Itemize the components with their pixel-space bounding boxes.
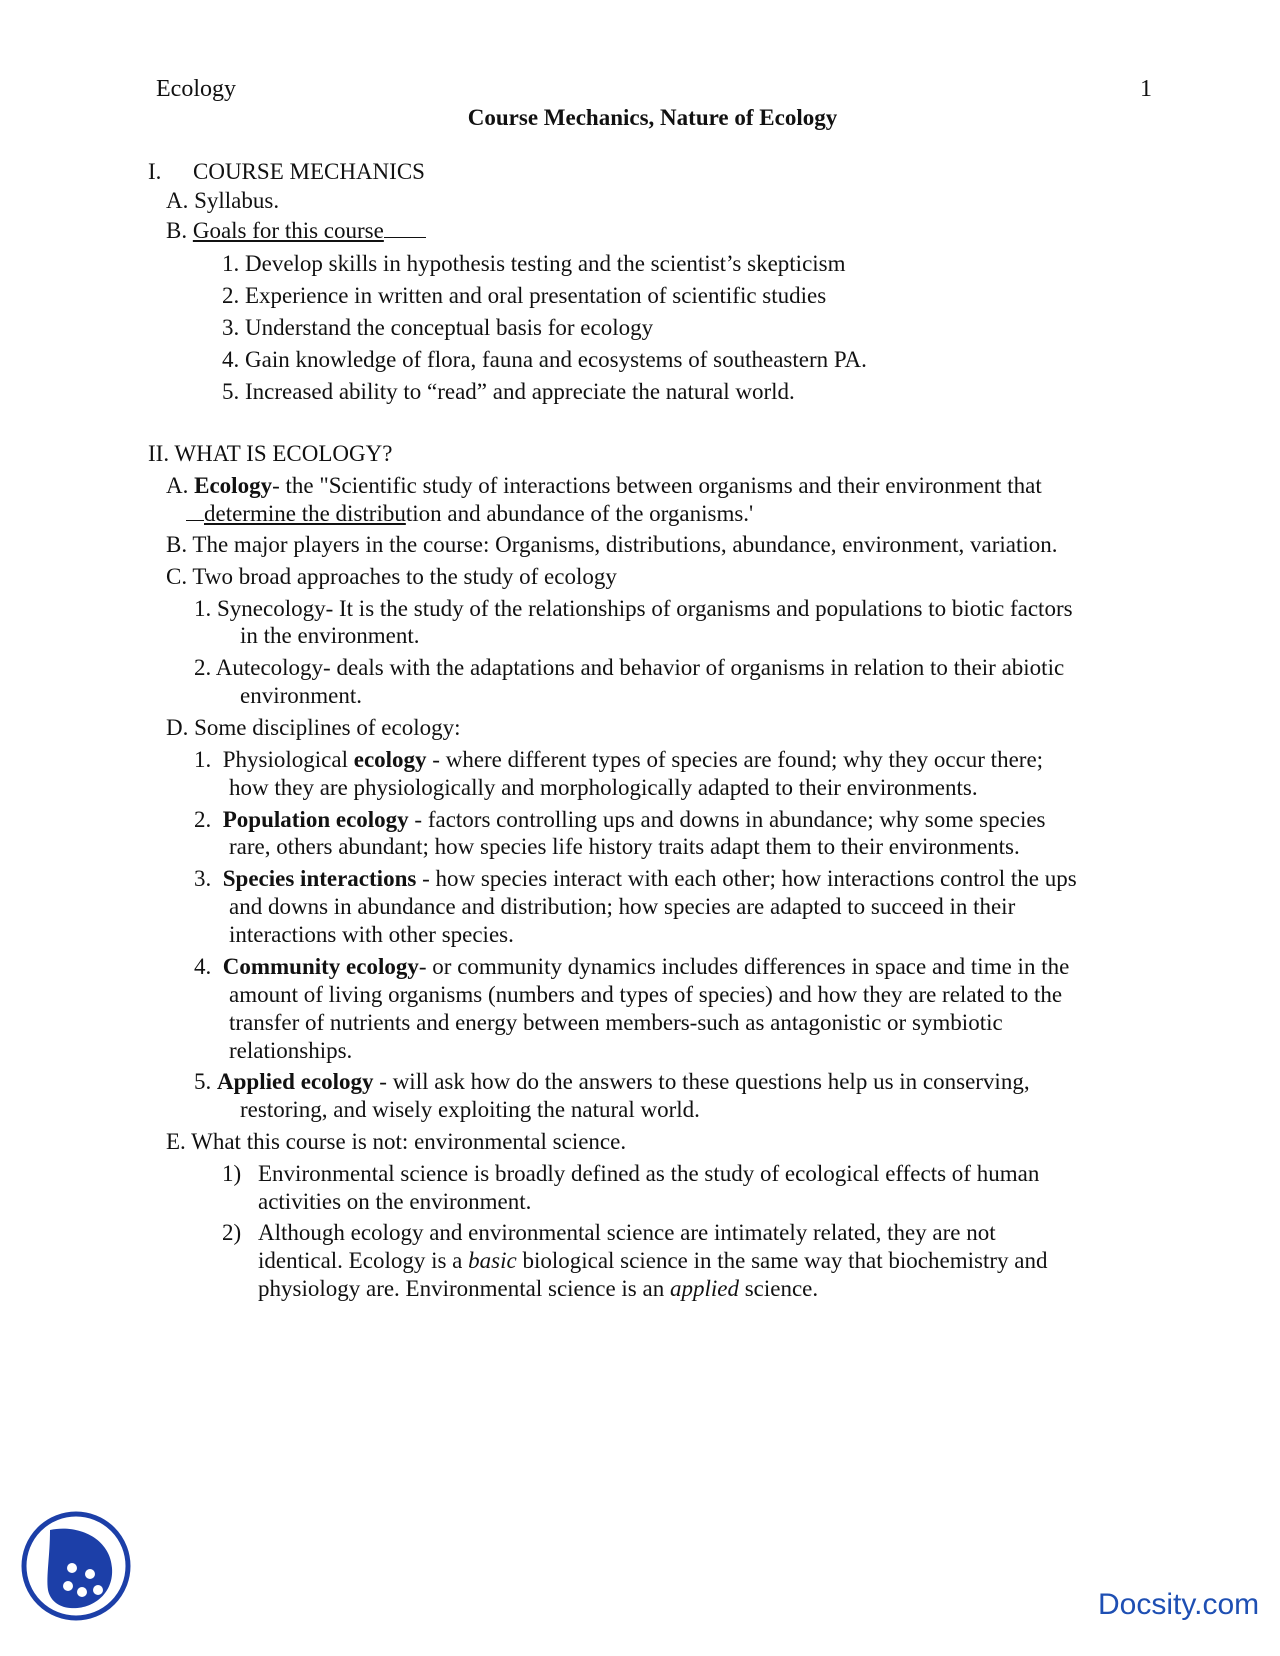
underline-fill — [186, 520, 204, 521]
discipline-desc: - where different types of species are found; why they occur there; — [426, 747, 1044, 772]
section2-item-a-prefix: A. — [166, 473, 195, 498]
e2-line1: Although ecology and environmental science are intimately related, they are not — [258, 1220, 996, 1245]
discipline-term: Population ecology — [222, 807, 409, 832]
section2-item-c: C. Two broad approaches to the study of ecology — [166, 564, 617, 589]
goal-item: 3. Understand the conceptual basis for ecology — [222, 315, 654, 340]
discipline-number: 1. — [194, 747, 212, 772]
section1-numeral: I. — [148, 159, 162, 184]
goal-item: 5. Increased ability to “read” and appreciate the natural world. — [222, 379, 795, 404]
discipline-desc: - how species interact with each other; how interactions control the ups — [416, 866, 1077, 891]
document-title: Course Mechanics, Nature of Ecology — [467, 105, 838, 130]
section2-item-e: E. What this course is not: environmental science. — [166, 1129, 627, 1154]
discipline-3-line1 — [194, 865, 1077, 893]
discipline-term: Species interactions — [222, 866, 417, 891]
discipline-desc: - or community dynamics includes differences in space and time in the — [418, 954, 1070, 979]
discipline-term: Community ecology — [222, 954, 419, 979]
ecology-definition: - the "Scientific study of interactions between organisms and their environment that — [272, 473, 1042, 498]
e2-line3-post: science. — [738, 1276, 819, 1301]
docsity-logo-icon — [20, 1510, 132, 1622]
section2-item-a-line1 — [166, 472, 1042, 500]
discipline-number: 2. — [194, 807, 212, 832]
synecology-line1: 1. Synecology- It is the study of the relationships of organisms and populations to biotic factors — [194, 596, 1073, 621]
autecology-line2: environment. — [240, 683, 362, 708]
e2-line2-post: biological science in the same way that biochemistry and — [516, 1248, 1048, 1273]
discipline-number: 5. — [194, 1069, 212, 1094]
autecology-line1: 2. Autecology- deals with the adaptations and behavior of organisms in relation to their abiotic — [194, 655, 1065, 680]
section2-heading: II. WHAT IS ECOLOGY? — [148, 441, 393, 466]
discipline-desc: - will ask how do the answers to these questions help us in conserving, — [373, 1069, 1030, 1094]
section1-item-b — [166, 217, 426, 245]
discipline-prefix: Physiological — [222, 747, 354, 772]
synecology-line2: in the environment. — [240, 623, 420, 648]
goal-item: 1. Develop skills in hypothesis testing and the scientist’s skepticism — [222, 251, 846, 276]
header-course: Ecology — [156, 76, 236, 102]
discipline-2-line1 — [194, 806, 1046, 834]
e1-line2: activities on the environment. — [258, 1189, 532, 1214]
definition-underlined: determine the distribu — [204, 501, 406, 526]
section1-heading: COURSE MECHANICS — [193, 159, 425, 184]
discipline-1-line2: how they are physiologically and morphologically adapted to their environments. — [229, 775, 978, 800]
discipline-number: 4. — [194, 954, 212, 979]
goal-item: 4. Gain knowledge of flora, fauna and ecosystems of southeastern PA. — [222, 347, 867, 372]
discipline-4-line3: transfer of nutrients and energy between members-such as antagonistic or symbiotic — [229, 1010, 1003, 1035]
e1-line1: Environmental science is broadly defined as the study of ecological effects of human — [258, 1161, 1040, 1186]
definition-rest: tion and abundance of the organisms.' — [405, 501, 754, 526]
e2-number: 2) — [222, 1220, 242, 1245]
discipline-5-line1 — [194, 1068, 1030, 1096]
discipline-5-line2: restoring, and wisely exploiting the natural world. — [240, 1097, 700, 1122]
discipline-term: ecology — [353, 747, 427, 772]
section2-item-d: D. Some disciplines of ecology: — [166, 715, 461, 740]
e2-line2-pre: identical. Ecology is a — [258, 1248, 469, 1273]
e2-line3-pre: physiology are. Environmental science is an — [258, 1276, 670, 1301]
discipline-2-line2: rare, others abundant; how species life history traits adapt them to their environments. — [229, 834, 1020, 859]
discipline-3-line2: and downs in abundance and distribution; how species are adapted to succeed in their — [229, 894, 1016, 919]
e2-line2-italic: basic — [468, 1248, 517, 1273]
section1-item-b-prefix: B. — [166, 218, 193, 243]
e1-number: 1) — [222, 1161, 242, 1186]
ecology-term: Ecology — [194, 473, 273, 498]
underline-fill — [384, 237, 426, 238]
docsity-brand-link[interactable]: Docsity.com — [1098, 1588, 1260, 1621]
discipline-1-line1 — [194, 746, 1043, 774]
discipline-4-line1 — [194, 953, 1069, 981]
goal-item: 2. Experience in written and oral presentation of scientific studies — [222, 283, 827, 308]
e2-line3-italic: applied — [669, 1276, 739, 1301]
discipline-term: Applied ecology — [217, 1069, 374, 1094]
discipline-desc: - factors controlling ups and downs in abundance; why some species — [408, 807, 1046, 832]
discipline-4-line4: relationships. — [229, 1038, 353, 1063]
section1-item-b-text: Goals for this course — [192, 218, 384, 243]
discipline-4-line2: amount of living organisms (numbers and types of species) and how they are related to the — [229, 982, 1063, 1007]
section1-item-a: A. Syllabus. — [166, 188, 280, 213]
e2-line3 — [258, 1275, 818, 1303]
discipline-3-line3: interactions with other species. — [229, 922, 514, 947]
section2-item-a-line2 — [186, 500, 753, 528]
section2-item-b: B. The major players in the course: Organisms, distributions, abundance, environment, variation. — [166, 532, 1058, 557]
e2-line2 — [258, 1247, 1047, 1275]
header-page-number: 1 — [1140, 76, 1152, 102]
discipline-number: 3. — [194, 866, 212, 891]
